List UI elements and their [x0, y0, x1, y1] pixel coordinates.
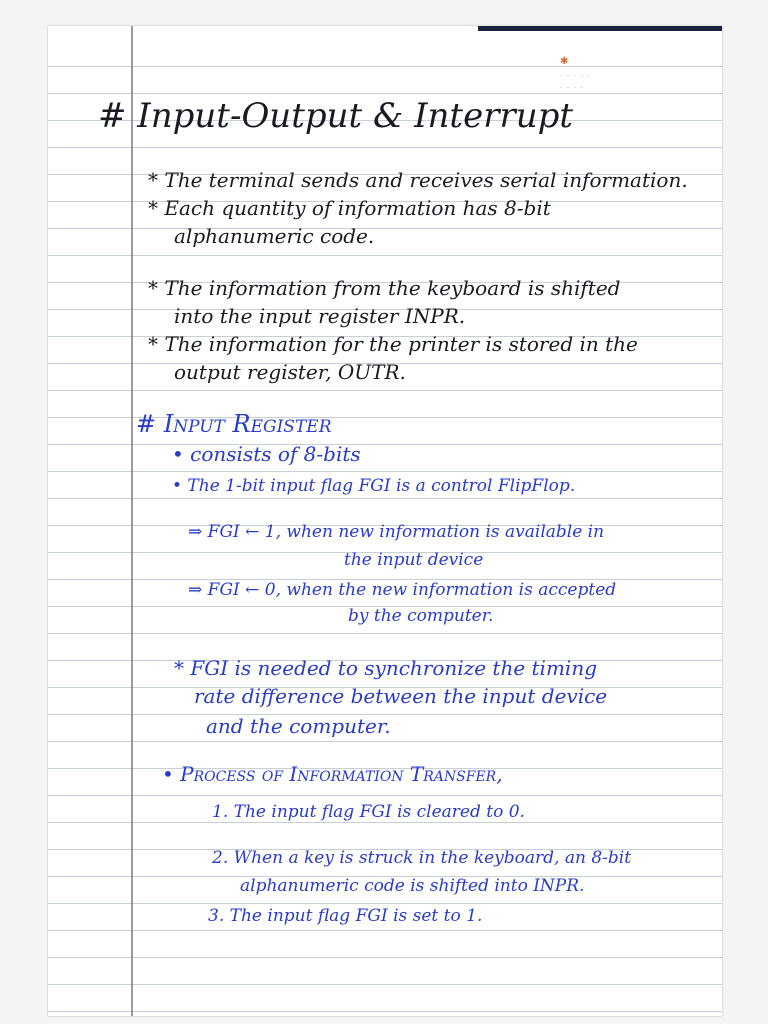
- process-step-2-cont: alphanumeric code is shifted into INPR.: [240, 876, 585, 896]
- page-title: # Input-Output & Interrupt: [98, 96, 574, 136]
- process-heading: • Process of Information Transfer,: [162, 762, 503, 786]
- intro-line-2: * Each quantity of information has 8-bit: [148, 196, 551, 220]
- intro-line-3: alphanumeric code.: [174, 224, 375, 248]
- faint-header-mark: - - - - -: [560, 72, 591, 80]
- fgi-set-line-cont: the input device: [344, 550, 484, 570]
- corner-mark: ✱: [560, 56, 569, 67]
- input-register-bullet-1: • consists of 8-bits: [172, 442, 361, 466]
- process-step-2: 2. When a key is struck in the keyboard, an 8-bit: [212, 848, 632, 868]
- fgi-note-line-1: * FGI is needed to synchronize the timing: [174, 656, 597, 680]
- intro-line-5: into the input register INPR.: [174, 304, 466, 328]
- input-register-bullet-2: • The 1-bit input flag FGI is a control FlipFlop.: [172, 476, 576, 496]
- fgi-note-line-2: rate difference between the input device: [194, 684, 608, 708]
- margin-line: [131, 26, 133, 1016]
- input-register-heading: # Input Register: [136, 410, 332, 438]
- fgi-clear-line: ⇒ FGI ← 0, when the new information is accepted: [188, 580, 617, 600]
- faint-header-mark-2: - - - -: [560, 84, 584, 92]
- intro-line-4: * The information from the keyboard is shifted: [148, 276, 621, 300]
- fgi-set-line: ⇒ FGI ← 1, when new information is available in: [188, 522, 605, 542]
- page-top-edge: [478, 26, 722, 31]
- notebook-page: [48, 26, 722, 1016]
- fgi-clear-line-cont: by the computer.: [348, 606, 494, 626]
- intro-line-6: * The information for the printer is stored in the: [148, 332, 638, 356]
- intro-line-7: output register, OUTR.: [174, 360, 406, 384]
- fgi-note-line-3: and the computer.: [206, 714, 391, 738]
- process-step-3: 3. The input flag FGI is set to 1.: [208, 906, 483, 926]
- process-step-1: 1. The input flag FGI is cleared to 0.: [212, 802, 525, 822]
- intro-line-1: * The terminal sends and receives serial information.: [148, 168, 688, 192]
